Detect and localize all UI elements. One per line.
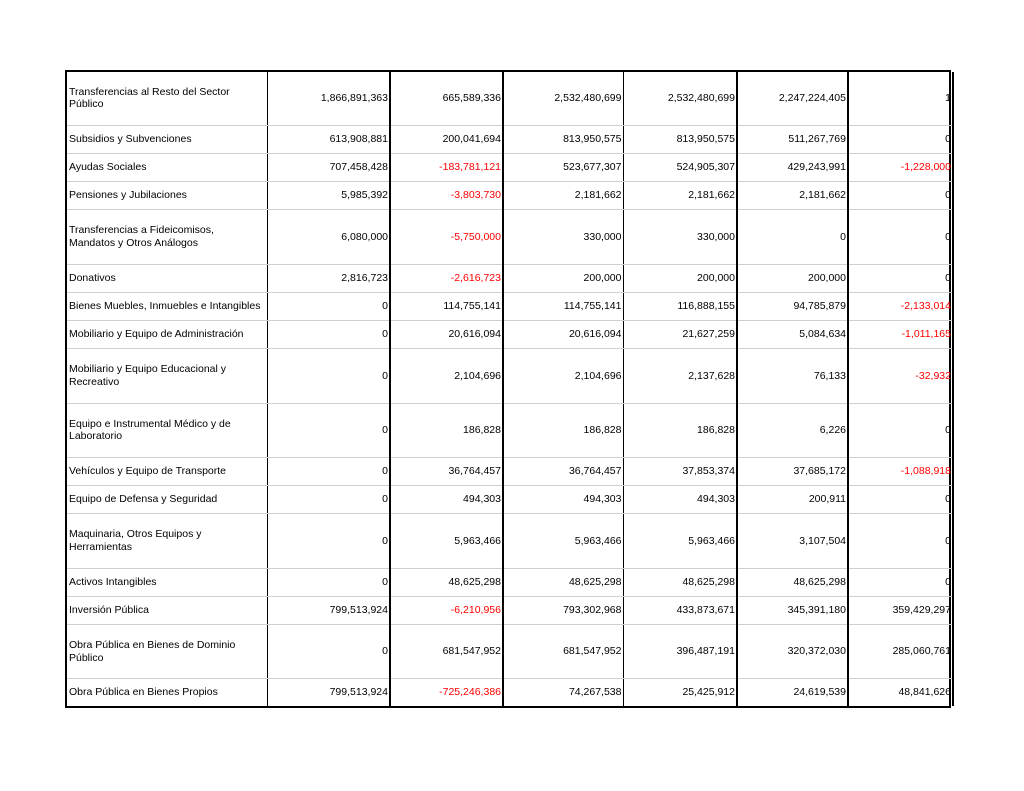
- value-cell-col3: 2,532,480,699: [503, 72, 623, 125]
- value-cell-col5: 429,243,991: [737, 153, 848, 181]
- value-cell-col4: 116,888,155: [623, 292, 737, 320]
- row-label: Transferencias a Fideicomisos, Mandatos y Otros Análogos: [67, 210, 267, 264]
- table-row: [67, 72, 953, 125]
- value-cell-col6: 0: [848, 514, 953, 568]
- value-cell-col1: 799,513,924: [267, 679, 390, 706]
- value-cell-col1: 5,985,392: [267, 182, 390, 210]
- value-cell-col1: 6,080,000: [267, 210, 390, 264]
- value-cell-col4: 37,853,374: [623, 457, 737, 485]
- value-cell-col6: 359,429,297: [848, 596, 953, 624]
- table-row: [67, 321, 953, 349]
- value-cell-col5: 200,911: [737, 486, 848, 514]
- value-cell-col3: 330,000: [503, 210, 623, 264]
- value-cell-col4: 330,000: [623, 210, 737, 264]
- row-label: Pensiones y Jubilaciones: [67, 182, 267, 210]
- value-cell-col4: 2,181,662: [623, 182, 737, 210]
- value-cell-col1: 0: [267, 514, 390, 568]
- value-cell-col1: 2,816,723: [267, 264, 390, 292]
- value-cell-col2: -3,803,730: [390, 182, 503, 210]
- table-body: [67, 72, 953, 706]
- value-cell-col2: 2,104,696: [390, 349, 503, 403]
- table-row: [67, 125, 953, 153]
- value-cell-col3: 74,267,538: [503, 679, 623, 706]
- row-label: Equipo de Defensa y Seguridad: [67, 486, 267, 514]
- value-cell-col1: 707,458,428: [267, 153, 390, 181]
- value-cell-col6: -1,228,000: [848, 153, 953, 181]
- value-cell-col2: -183,781,121: [390, 153, 503, 181]
- row-label: Subsidios y Subvenciones: [67, 125, 267, 153]
- value-cell-col5: 345,391,180: [737, 596, 848, 624]
- value-cell-col4: 2,137,628: [623, 349, 737, 403]
- row-label: Mobiliario y Equipo Educacional y Recreativo: [67, 349, 267, 403]
- value-cell-col5: 76,133: [737, 349, 848, 403]
- value-cell-col4: 813,950,575: [623, 125, 737, 153]
- value-cell-col5: 24,619,539: [737, 679, 848, 706]
- value-cell-col2: 665,589,336: [390, 72, 503, 125]
- value-cell-col5: 511,267,769: [737, 125, 848, 153]
- row-label: Obra Pública en Bienes de Dominio Público: [67, 624, 267, 678]
- value-cell-col1: 0: [267, 321, 390, 349]
- row-label: Maquinaria, Otros Equipos y Herramientas: [67, 514, 267, 568]
- value-cell-col2: 5,963,466: [390, 514, 503, 568]
- value-cell-col3: 793,302,968: [503, 596, 623, 624]
- value-cell-col5: 320,372,030: [737, 624, 848, 678]
- row-label: Mobiliario y Equipo de Administración: [67, 321, 267, 349]
- value-cell-col6: 1: [848, 72, 953, 125]
- value-cell-col1: 0: [267, 486, 390, 514]
- value-cell-col3: 523,677,307: [503, 153, 623, 181]
- value-cell-col3: 813,950,575: [503, 125, 623, 153]
- value-cell-col6: 48,841,626: [848, 679, 953, 706]
- table-row: [67, 486, 953, 514]
- value-cell-col6: 0: [848, 210, 953, 264]
- value-cell-col5: 6,226: [737, 403, 848, 457]
- value-cell-col3: 2,104,696: [503, 349, 623, 403]
- value-cell-col3: 681,547,952: [503, 624, 623, 678]
- value-cell-col5: 2,181,662: [737, 182, 848, 210]
- budget-table-sheet: [65, 70, 951, 708]
- row-label: Activos Intangibles: [67, 568, 267, 596]
- value-cell-col6: 0: [848, 182, 953, 210]
- value-cell-col3: 200,000: [503, 264, 623, 292]
- table-row: [67, 292, 953, 320]
- table-row: [67, 624, 953, 678]
- value-cell-col5: 5,084,634: [737, 321, 848, 349]
- value-cell-col2: 114,755,141: [390, 292, 503, 320]
- value-cell-col2: -5,750,000: [390, 210, 503, 264]
- value-cell-col4: 5,963,466: [623, 514, 737, 568]
- value-cell-col6: -2,133,014: [848, 292, 953, 320]
- row-label: Vehículos y Equipo de Transporte: [67, 457, 267, 485]
- value-cell-col1: 0: [267, 349, 390, 403]
- value-cell-col3: 494,303: [503, 486, 623, 514]
- value-cell-col2: -6,210,956: [390, 596, 503, 624]
- value-cell-col4: 200,000: [623, 264, 737, 292]
- value-cell-col4: 25,425,912: [623, 679, 737, 706]
- value-cell-col4: 186,828: [623, 403, 737, 457]
- value-cell-col1: 0: [267, 457, 390, 485]
- value-cell-col2: 186,828: [390, 403, 503, 457]
- value-cell-col3: 20,616,094: [503, 321, 623, 349]
- table-row: [67, 403, 953, 457]
- value-cell-col3: 5,963,466: [503, 514, 623, 568]
- value-cell-col2: 200,041,694: [390, 125, 503, 153]
- value-cell-col5: 2,247,224,405: [737, 72, 848, 125]
- table-row: [67, 264, 953, 292]
- value-cell-col2: 36,764,457: [390, 457, 503, 485]
- value-cell-col4: 396,487,191: [623, 624, 737, 678]
- table-row: [67, 596, 953, 624]
- value-cell-col4: 433,873,671: [623, 596, 737, 624]
- value-cell-col5: 3,107,504: [737, 514, 848, 568]
- value-cell-col6: 0: [848, 568, 953, 596]
- value-cell-col5: 200,000: [737, 264, 848, 292]
- value-cell-col5: 0: [737, 210, 848, 264]
- value-cell-col5: 48,625,298: [737, 568, 848, 596]
- table-row: [67, 568, 953, 596]
- value-cell-col6: -1,011,165: [848, 321, 953, 349]
- row-label: Donativos: [67, 264, 267, 292]
- value-cell-col2: -725,246,386: [390, 679, 503, 706]
- value-cell-col4: 2,532,480,699: [623, 72, 737, 125]
- row-label: Obra Pública en Bienes Propios: [67, 679, 267, 706]
- value-cell-col4: 524,905,307: [623, 153, 737, 181]
- row-label: Bienes Muebles, Inmuebles e Intangibles: [67, 292, 267, 320]
- value-cell-col3: 36,764,457: [503, 457, 623, 485]
- table-row: [67, 349, 953, 403]
- value-cell-col1: 0: [267, 403, 390, 457]
- value-cell-col6: 0: [848, 403, 953, 457]
- table-row: [67, 457, 953, 485]
- table-row: [67, 210, 953, 264]
- value-cell-col3: 2,181,662: [503, 182, 623, 210]
- table-row: [67, 153, 953, 181]
- value-cell-col1: 1,866,891,363: [267, 72, 390, 125]
- value-cell-col2: -2,616,723: [390, 264, 503, 292]
- value-cell-col1: 613,908,881: [267, 125, 390, 153]
- table-row: [67, 182, 953, 210]
- table-row: [67, 679, 953, 706]
- value-cell-col1: 0: [267, 568, 390, 596]
- value-cell-col2: 494,303: [390, 486, 503, 514]
- value-cell-col3: 48,625,298: [503, 568, 623, 596]
- value-cell-col1: 0: [267, 292, 390, 320]
- table-row: [67, 514, 953, 568]
- value-cell-col5: 37,685,172: [737, 457, 848, 485]
- value-cell-col2: 48,625,298: [390, 568, 503, 596]
- value-cell-col1: 799,513,924: [267, 596, 390, 624]
- budget-table: [67, 72, 954, 706]
- value-cell-col5: 94,785,879: [737, 292, 848, 320]
- row-label: Transferencias al Resto del Sector Público: [67, 72, 267, 125]
- value-cell-col6: -1,088,918: [848, 457, 953, 485]
- row-label: Inversión Pública: [67, 596, 267, 624]
- value-cell-col6: 0: [848, 486, 953, 514]
- value-cell-col6: 0: [848, 264, 953, 292]
- value-cell-col3: 186,828: [503, 403, 623, 457]
- value-cell-col6: 285,060,761: [848, 624, 953, 678]
- value-cell-col4: 494,303: [623, 486, 737, 514]
- value-cell-col2: 20,616,094: [390, 321, 503, 349]
- row-label: Ayudas Sociales: [67, 153, 267, 181]
- value-cell-col4: 48,625,298: [623, 568, 737, 596]
- value-cell-col1: 0: [267, 624, 390, 678]
- value-cell-col3: 114,755,141: [503, 292, 623, 320]
- value-cell-col4: 21,627,259: [623, 321, 737, 349]
- value-cell-col2: 681,547,952: [390, 624, 503, 678]
- value-cell-col6: -32,932: [848, 349, 953, 403]
- row-label: Equipo e Instrumental Médico y de Laboratorio: [67, 403, 267, 457]
- value-cell-col6: 0: [848, 125, 953, 153]
